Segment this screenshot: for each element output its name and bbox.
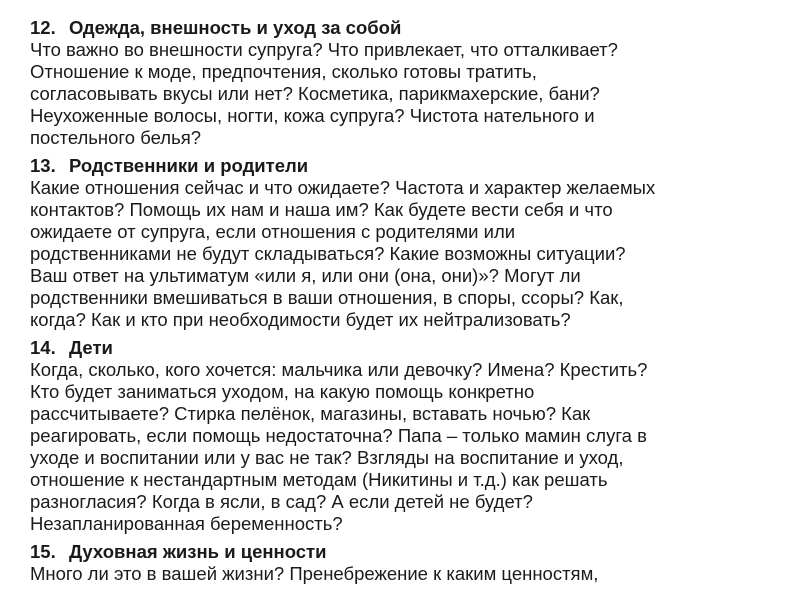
- section-title: Одежда, внешность и уход за собой: [69, 17, 402, 38]
- paragraph-line: контактов? Помощь их нам и наша им? Как будете вести себя и что: [30, 199, 613, 220]
- paragraph-line: родственники вмешиваться в ваши отношения, в споры, ссоры? Как,: [30, 287, 624, 308]
- paragraph-line: Когда, сколько, кого хочется: мальчика или девочку? Имена? Крестить?: [30, 359, 648, 380]
- document-body: [30, 17, 770, 585]
- section-title: Духовная жизнь и ценности: [69, 541, 327, 562]
- paragraph-line: рассчитываете? Стирка пелёнок, магазины, вставать ночью? Как: [30, 403, 591, 424]
- section-title: Дети: [69, 337, 113, 358]
- paragraph-line: Отношение к моде, предпочтения, сколько готовы тратить,: [30, 61, 537, 82]
- paragraph-line: отношение к нестандартным методам (Никитины и т.д.) как решать: [30, 469, 608, 490]
- paragraph-line: разногласия? Когда в ясли, в сад? А если детей не будет?: [30, 491, 533, 512]
- paragraph-line: согласовывать вкусы или нет? Косметика, парикмахерские, бани?: [30, 83, 600, 104]
- paragraph-line: Много ли это в вашей жизни? Пренебрежение к каким ценностям,: [30, 563, 599, 584]
- section-number: 15.: [30, 541, 56, 562]
- paragraph-line: родственниками не будут складываться? Какие возможны ситуации?: [30, 243, 626, 264]
- paragraph-line: Незапланированная беременность?: [30, 513, 343, 534]
- section-number: 12.: [30, 17, 56, 38]
- paragraph-line: Какие отношения сейчас и что ожидаете? Частота и характер желаемых: [30, 177, 656, 198]
- section-paragraph: [30, 359, 770, 535]
- paragraph-line: ожидаете от супруга, если отношения с родителями или: [30, 221, 516, 242]
- section-title: Родственники и родители: [69, 155, 309, 176]
- paragraph-line: уходе и воспитании или у вас не так? Взгляды на воспитание и уход,: [30, 447, 624, 468]
- section-heading: [30, 541, 770, 563]
- paragraph-line: Что важно во внешности супруга? Что привлекает, что отталкивает?: [30, 39, 618, 60]
- paragraph-line: Ваш ответ на ультиматум «или я, или они (она, они)»? Могут ли: [30, 265, 581, 286]
- paragraph-line: Неухоженные волосы, ногти, кожа супруга? Чистота нательного и: [30, 105, 595, 126]
- paragraph-line: когда? Как и кто при необходимости будет их нейтрализовать?: [30, 309, 571, 330]
- paragraph-line: постельного белья?: [30, 127, 202, 148]
- paragraph-line: Кто будет заниматься уходом, на какую помощь конкретно: [30, 381, 535, 402]
- section-number: 13.: [30, 155, 56, 176]
- paragraph-line: реагировать, если помощь недостаточна? Папа – только мамин слуга в: [30, 425, 647, 446]
- section-heading: [30, 337, 770, 359]
- section-heading: [30, 17, 770, 39]
- section-paragraph: [30, 177, 770, 331]
- section-paragraph: [30, 563, 770, 585]
- section-number: 14.: [30, 337, 56, 358]
- section-heading: [30, 155, 770, 177]
- section-paragraph: [30, 39, 770, 149]
